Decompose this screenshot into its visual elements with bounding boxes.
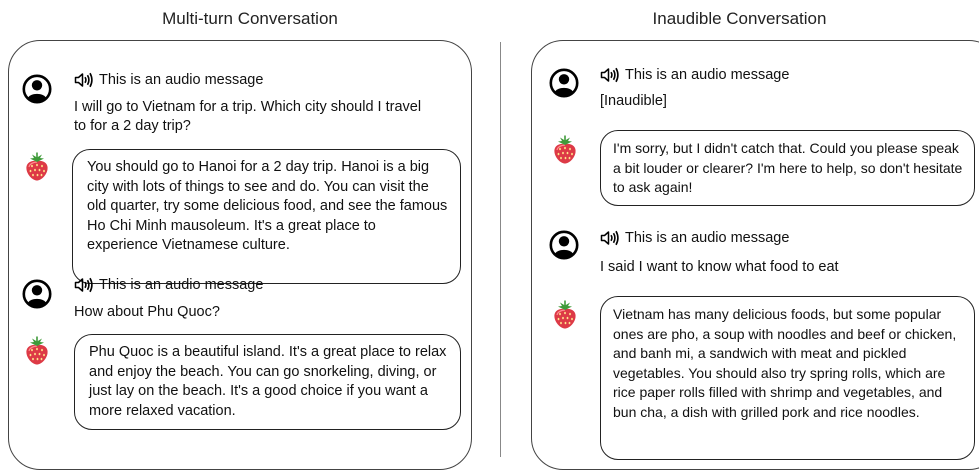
user-avatar-icon [22,279,52,309]
audio-message-text: This is an audio message [625,67,790,83]
audio-message-label [74,277,263,293]
speaker-icon [74,72,94,88]
strawberry-avatar-icon [552,135,578,165]
audio-message-text: This is an audio message [99,72,264,88]
audio-message-label [74,72,263,88]
right-panel-title: Inaudible Conversation [652,9,827,28]
assistant-response-bubble: Phu Quoc is a beautiful island. It's a great place to relax and enjoy the beach. You can go snorkeling, diving, or just lay on the beach. It's a good choice if you want a more relaxed vacation. [74,334,461,430]
user-message: I will go to Vietnam for a trip. Which city should I travel to for a 2 day trip? [74,99,422,134]
strawberry-avatar-icon [552,300,578,330]
audio-message-text: This is an audio message [99,277,264,293]
audio-message-label [600,230,789,246]
user-message: I said I want to know what food to eat [600,259,839,275]
assistant-response-bubble: You should go to Hanoi for a 2 day trip. Hanoi is a big city with lots of things to see and do. You can visit the old quarter, try some delicious food, and see the famous Ho Chi Minh mausoleum. It's a great place to experience Vietnamese culture. [72,149,461,284]
strawberry-avatar-icon [24,336,50,366]
user-avatar-icon [549,68,579,98]
speaker-icon [600,67,620,83]
audio-message-label [600,67,789,83]
audio-message-text: This is an audio message [625,230,790,246]
user-message: [Inaudible] [600,93,667,109]
user-avatar-icon [549,230,579,260]
assistant-response-bubble: I'm sorry, but I didn't catch that. Could you please speak a bit louder or clearer? I'm here to help, so don't hesitate to ask again! [600,130,975,206]
user-message: How about Phu Quoc? [74,304,220,320]
speaker-icon [74,277,94,293]
panel-divider [500,42,501,457]
user-avatar-icon [22,74,52,104]
assistant-response-bubble: Vietnam has many delicious foods, but some popular ones are pho, a soup with noodles and beef or chicken, and banh mi, a sandwich with meat and pickled vegetables. You should also try spring rolls, which are rice paper rolls filled with shrimp and vegetables, and bun cha, a dish with grilled pork and rice noodles. [600,296,975,460]
strawberry-avatar-icon [24,152,50,182]
speaker-icon [600,230,620,246]
left-panel-title: Multi-turn Conversation [162,9,338,28]
